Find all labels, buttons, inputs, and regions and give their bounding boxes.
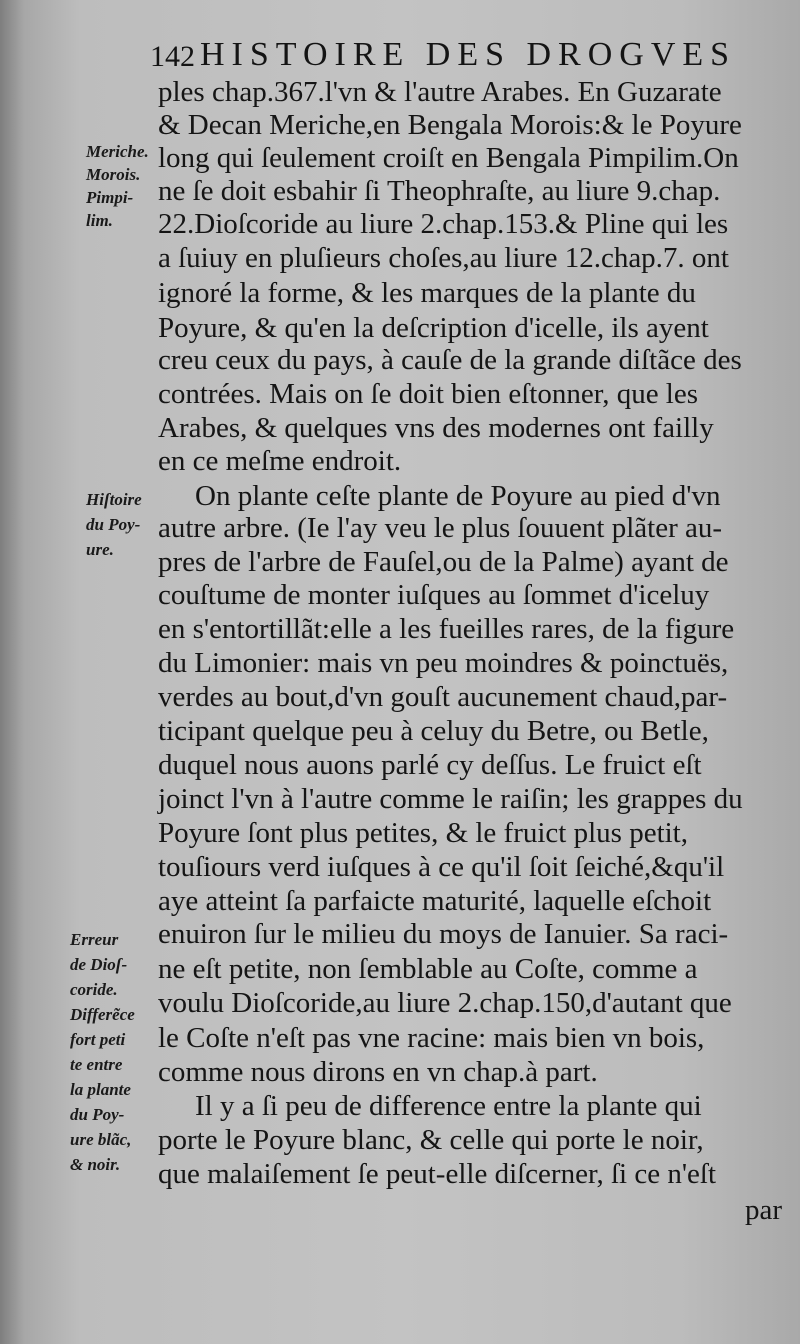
text-line: que malaiſement ſe peut-elle diſcerner, ſi ce n'eſt — [158, 1158, 717, 1190]
margin-note: du Poy- — [86, 515, 141, 534]
text-line: aye atteint ſa parfaicte maturité, laquelle eſchoit — [158, 885, 712, 917]
text-line: ne eſt petite, non ſemblable au Coſte, comme a — [158, 953, 698, 985]
margin-note: & noir. — [70, 1155, 121, 1174]
text-line: comme nous dirons en vn chap.à part. — [158, 1056, 598, 1088]
margin-note: la plante — [70, 1080, 131, 1099]
margin-note: du Poy- — [70, 1105, 125, 1124]
margin-note: te entre — [70, 1055, 123, 1074]
margin-note: Erreur — [70, 930, 119, 949]
text-line: couſtume de monter iuſques au ſommet d'iceluy — [158, 579, 710, 611]
margin-note: coride. — [70, 980, 118, 999]
margin-note: Hiſtoire — [86, 490, 142, 509]
text-line: & Decan Meriche,en Bengala Morois:& le Poyure — [158, 109, 742, 141]
text-line: joinct l'vn à l'autre comme le raiſin; les grappes du — [158, 783, 743, 815]
text-line: pres de l'arbre de Fauſel,ou de la Palme) ayant de — [158, 546, 729, 578]
text-line: ticipant quelque peu à celuy du Betre, ou Betle, — [158, 715, 709, 747]
text-line: 22.Dioſcoride au liure 2.chap.153.& Pline qui les — [158, 208, 729, 240]
text-line: ignoré la forme, & les marques de la plante du — [158, 277, 696, 309]
page-number: 142 — [150, 40, 195, 73]
margin-note: ure. — [86, 540, 114, 559]
margin-note: fort peti — [70, 1030, 126, 1049]
text-line: Il y a ſi peu de difference entre la plante qui — [195, 1090, 702, 1122]
text-line: duquel nous auons parlé cy deſſus. Le fruict eſt — [158, 749, 702, 781]
text-line: On plante ceſte plante de Poyure au pied d'vn — [195, 480, 721, 512]
text-line: a ſuiuy en pluſieurs choſes,au liure 12.chap.7. ont — [158, 242, 729, 274]
margin-note: Meriche. — [86, 142, 149, 161]
margin-note: Pimpi- — [86, 188, 134, 207]
text-line: en ce meſme endroit. — [158, 445, 402, 477]
text-line: du Limonier: mais vn peu moindres & poinctuës, — [158, 647, 729, 679]
margin-note: ure blãc, — [70, 1130, 132, 1149]
margin-note: lim. — [86, 211, 113, 230]
text-line: le Coſte n'eſt pas vne racine: mais bien vn bois, — [158, 1022, 705, 1054]
text-line: en s'entortillãt:elle a les fueilles rares, de la figure — [158, 613, 735, 645]
text-line: verdes au bout,d'vn gouſt aucunement chaud,par- — [158, 681, 728, 713]
margin-note: Morois. — [86, 165, 141, 184]
text-line: touſiours verd iuſques à ce qu'il ſoit ſeiché,&qu'il — [158, 851, 725, 883]
margin-note: de Dioſ- — [70, 955, 128, 974]
text-line: contrées. Mais on ſe doit bien eſtonner, que les — [158, 378, 699, 410]
margin-note: Differẽce — [70, 1005, 135, 1024]
text-line: creu ceux du pays, à cauſe de la grande diſtãce des — [158, 344, 742, 376]
text-line: Poyure ſont plus petites, & le fruict plus petit, — [158, 817, 688, 849]
text-line: Arabes, & quelques vns des modernes ont failly — [158, 412, 714, 444]
text-line: Poyure, & qu'en la deſcription d'icelle, ils ayent — [158, 312, 709, 344]
running-title: HISTOIRE DES DROGVES — [200, 36, 737, 73]
text-line: long qui ſeulement croiſt en Bengala Pimpilim.On — [158, 142, 739, 174]
text-line: voulu Dioſcoride,au liure 2.chap.150,d'autant que — [158, 987, 732, 1019]
text-line: porte le Poyure blanc, & celle qui porte le noir, — [158, 1124, 704, 1156]
catchword: par — [745, 1194, 783, 1226]
text-line: autre arbre. (Ie l'ay veu le plus ſouuent plãter au- — [158, 512, 723, 544]
text-line: ne ſe doit esbahir ſi Theophraſte, au liure 9.chap. — [158, 175, 721, 207]
text-line: enuiron ſur le milieu du moys de Ianuier. Sa raci- — [158, 918, 729, 950]
page-header — [150, 36, 780, 76]
text-line: ples chap.367.l'vn & l'autre Arabes. En Guzarate — [158, 76, 722, 108]
